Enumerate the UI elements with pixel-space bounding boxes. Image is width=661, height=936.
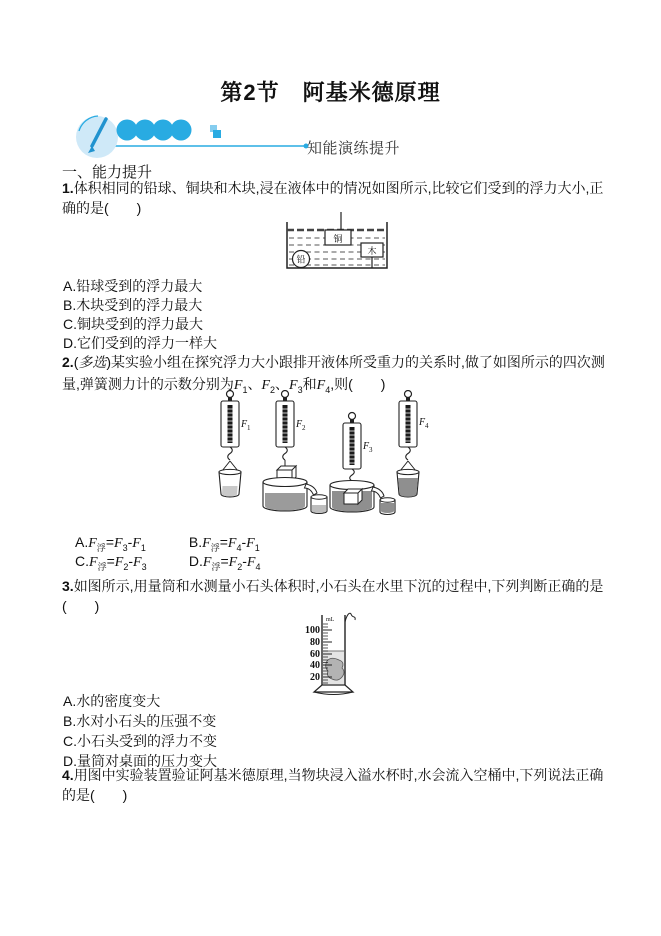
- f2-sub: 2: [302, 424, 306, 432]
- option-2c: $C.F_浮=F_2-F_3$: [75, 553, 147, 572]
- banner-label: 知能演练提升: [307, 140, 401, 157]
- option-1b: B.木块受到的浮力最大: [63, 297, 203, 313]
- figure-3-graduated-cylinder: [294, 609, 378, 699]
- page-title: 第2节 阿基米德原理: [220, 80, 441, 105]
- wood-label: 木: [367, 246, 377, 256]
- cube-submerged: [344, 489, 362, 504]
- spring-scale-1: [219, 391, 251, 498]
- cylinder-base: [314, 685, 353, 692]
- question-1-text: 1.体积相同的铅球、铜块和木块,浸在液体中的情况如图所示,比较它们受到的浮力大小,正确的是( ): [62, 180, 604, 216]
- f1-sub: 1: [247, 424, 251, 432]
- lead-label: 铅: [296, 254, 306, 265]
- tick-20: 20: [310, 672, 320, 683]
- option-1c: C.铜块受到的浮力最大: [63, 316, 203, 332]
- banner-dot-2: [135, 120, 156, 141]
- banner-square-dark: [213, 130, 221, 138]
- question-3-text: 3.如图所示,用量筒和水测量小石头体积时,小石头在水里下沉的过程中,下列判断正确的是( ): [62, 578, 604, 614]
- figure-2-spring-scales: [212, 390, 442, 516]
- option-2d: $D.F_浮=F_2-F_4$: [188, 553, 261, 572]
- copper-label: 铜: [333, 234, 343, 244]
- option-1a: A.铅球受到的浮力最大: [63, 278, 203, 294]
- small-cylinder-1: [311, 495, 327, 514]
- f4-sub: 4: [425, 422, 429, 430]
- option-3a: A.水的密度变大: [63, 693, 161, 709]
- f3-sub: 3: [369, 446, 373, 454]
- question-3-options: [63, 691, 217, 771]
- option-3d: D.量筒对桌面的压力变大: [63, 753, 217, 769]
- small-cylinder-2: [380, 498, 395, 515]
- question-1-options: [63, 277, 217, 353]
- tick-100: 100: [305, 625, 320, 636]
- spring-scale-3: [330, 413, 395, 515]
- ml-unit-label: mL: [326, 617, 335, 623]
- option-1d: D.它们受到的浮力一样大: [63, 335, 217, 351]
- banner-dot-4: [171, 120, 192, 141]
- f4-label: F: [419, 417, 426, 428]
- section-heading: 一、能力提升: [62, 164, 153, 181]
- option-3b: B.水对小石头的压强不变: [63, 713, 217, 729]
- tick-80: 80: [310, 637, 320, 648]
- pour-squiggle: [345, 613, 355, 622]
- question-4-text: 4.用图中实验装置验证阿基米德原理,当物块浸入溢水杯时,水会流入空桶中,下列说法正确的是( ): [62, 767, 604, 803]
- question-2-text: 2.(多选)某实验小组在探究浮力大小跟排开液体所受重力的关系时,做了如图所示的四次测量,弹簧测力计的示数分别为$F_1$、$F_2$、$F_3$和$F_4$,则( ): [62, 354, 605, 395]
- option-3c: C.小石头受到的浮力不变: [63, 733, 217, 749]
- banner-dot-3: [153, 120, 174, 141]
- overflow-cup-2: [330, 481, 384, 513]
- bucket-1-shade: [222, 486, 238, 497]
- f2-label: F: [296, 419, 303, 430]
- f3-label: F: [363, 441, 370, 452]
- overflow-cup-1: [263, 478, 317, 512]
- banner-decoration: [75, 112, 311, 160]
- tick-40: 40: [310, 660, 320, 671]
- option-2a: $A.F_浮=F_3-F_1$: [75, 534, 146, 553]
- tick-60: 60: [310, 649, 320, 660]
- banner-dot-1: [117, 120, 138, 141]
- figure-1-tank: [281, 212, 393, 270]
- option-2b: $B.F_浮=F_4-F_1$: [188, 534, 260, 553]
- question-2-options: [75, 533, 260, 571]
- f1-label: F: [241, 419, 248, 430]
- spring-scale-4: [397, 391, 429, 498]
- spring-scale-2: [263, 391, 327, 514]
